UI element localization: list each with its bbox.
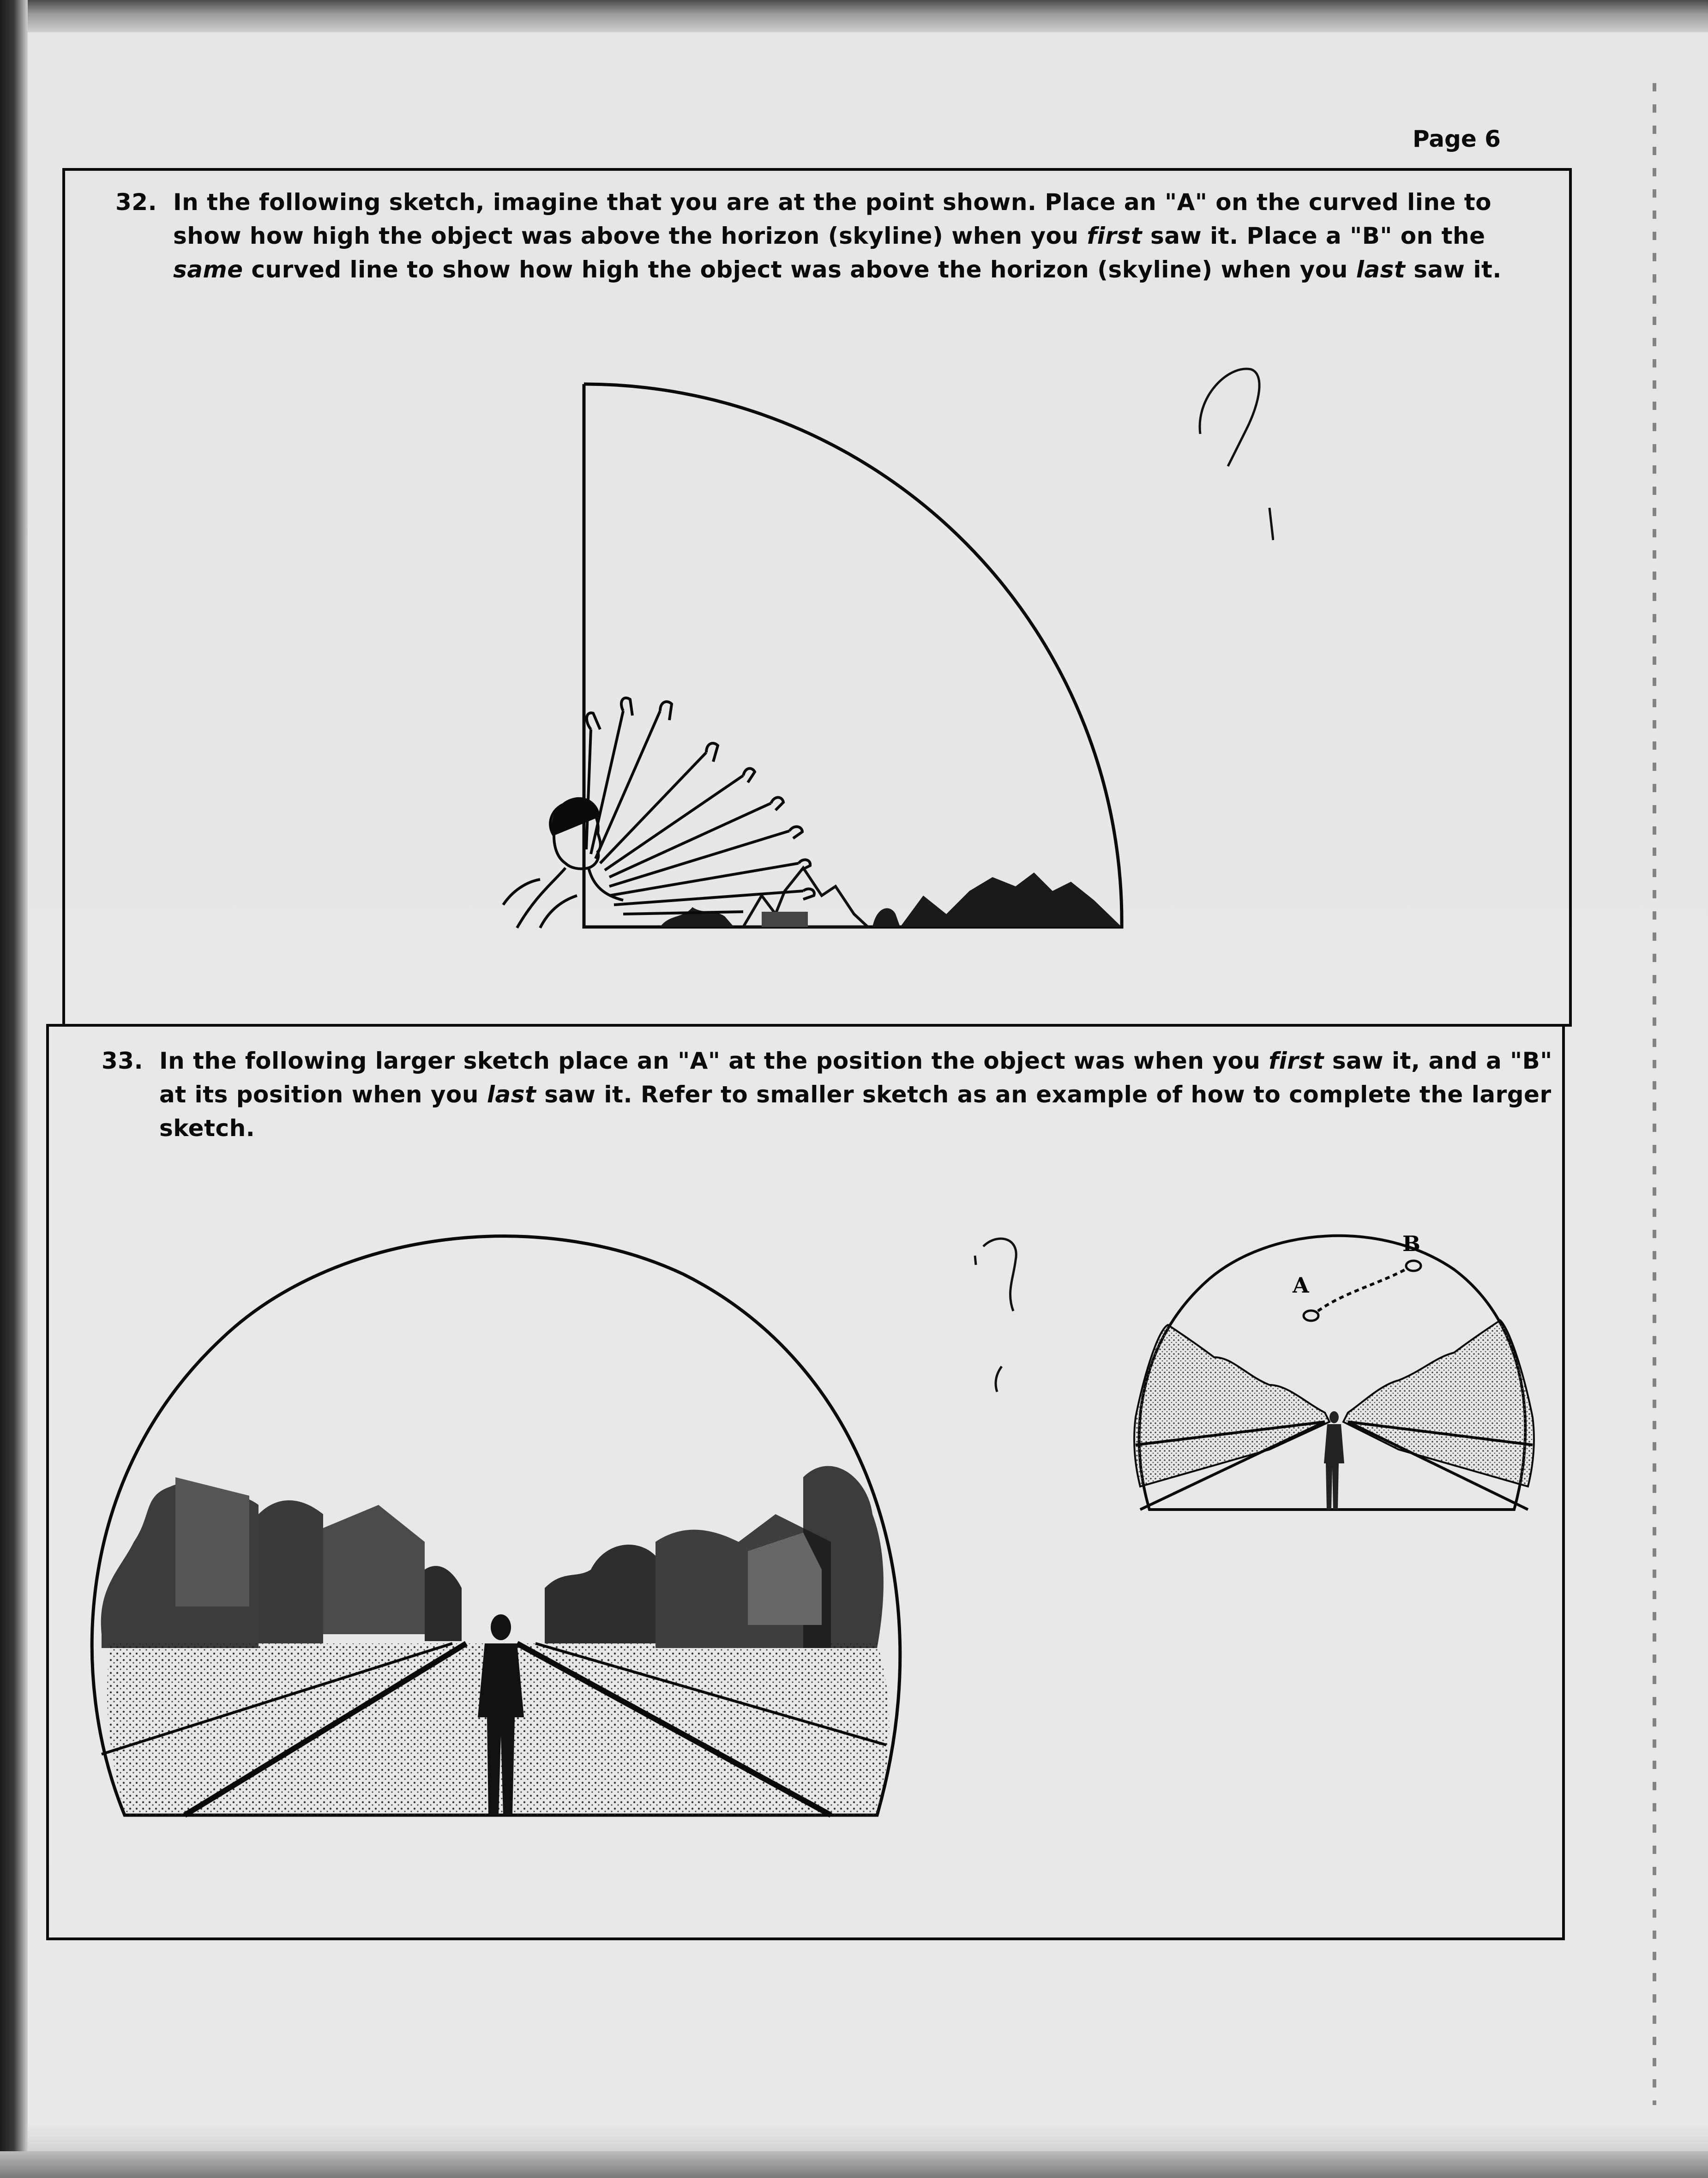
page-number: Page 6	[1413, 126, 1501, 152]
handwritten-question-mark-q32	[1191, 360, 1274, 554]
handwritten-question-mark-q33	[969, 1228, 1043, 1403]
left-houses-trees	[101, 1477, 462, 1648]
handwritten-question-mark-icon	[969, 1228, 1043, 1403]
example-left-trees	[1134, 1325, 1329, 1486]
q32-emphasis-last: last	[1356, 256, 1406, 283]
q32-text-part: curved line to show how high the object was above the horizon (skyline) when you	[243, 256, 1356, 283]
question-32-text	[173, 186, 1549, 287]
handwritten-question-mark-icon	[1191, 360, 1274, 554]
q33-text-part: In the following larger sketch place an "A" at the position the object was when you	[159, 1047, 1269, 1074]
large-street-sketch	[83, 1219, 932, 1823]
q32-emphasis-same: same	[173, 256, 243, 283]
q32-text-part: In the following sketch, imagine that you are at the point shown. Place an "A" on the curved line to show how high the object was above the horizon (skyline) when you	[173, 189, 1492, 249]
right-houses-trees	[545, 1466, 884, 1648]
example-person	[1324, 1411, 1344, 1510]
question-33-text	[159, 1044, 1556, 1145]
pointing-hands	[586, 698, 814, 914]
example-small-sketch	[1131, 1219, 1537, 1514]
q33-text-part: saw it. Refer to smaller sketch as an example of how to complete the larger sketch.	[159, 1081, 1552, 1142]
q33-text-part: saw it, and a "B" at its position when you	[159, 1047, 1552, 1108]
q33-emphasis-first: first	[1269, 1047, 1324, 1074]
scan-left-edge	[0, 0, 28, 2178]
observer-figure	[503, 799, 623, 928]
q32-text-part: saw it. Place a "B" on the	[1142, 223, 1485, 249]
q32-text-part: saw it.	[1405, 256, 1502, 283]
quarter-circle-sketch	[485, 360, 1131, 969]
question-33-number: 33.	[102, 1047, 144, 1074]
example-label-a: A	[1293, 1273, 1309, 1298]
scan-bottom-edge	[0, 2151, 1708, 2178]
scan-right-fold	[1653, 83, 1656, 2105]
scan-top-edge	[0, 0, 1708, 32]
sky-arc-curved-line[interactable]	[584, 384, 1122, 927]
example-label-b: B	[1402, 1231, 1420, 1256]
q33-emphasis-last: last	[487, 1081, 536, 1108]
question-32-number: 32.	[115, 189, 157, 216]
q32-emphasis-first: first	[1087, 223, 1143, 249]
example-right-trees	[1343, 1320, 1534, 1486]
